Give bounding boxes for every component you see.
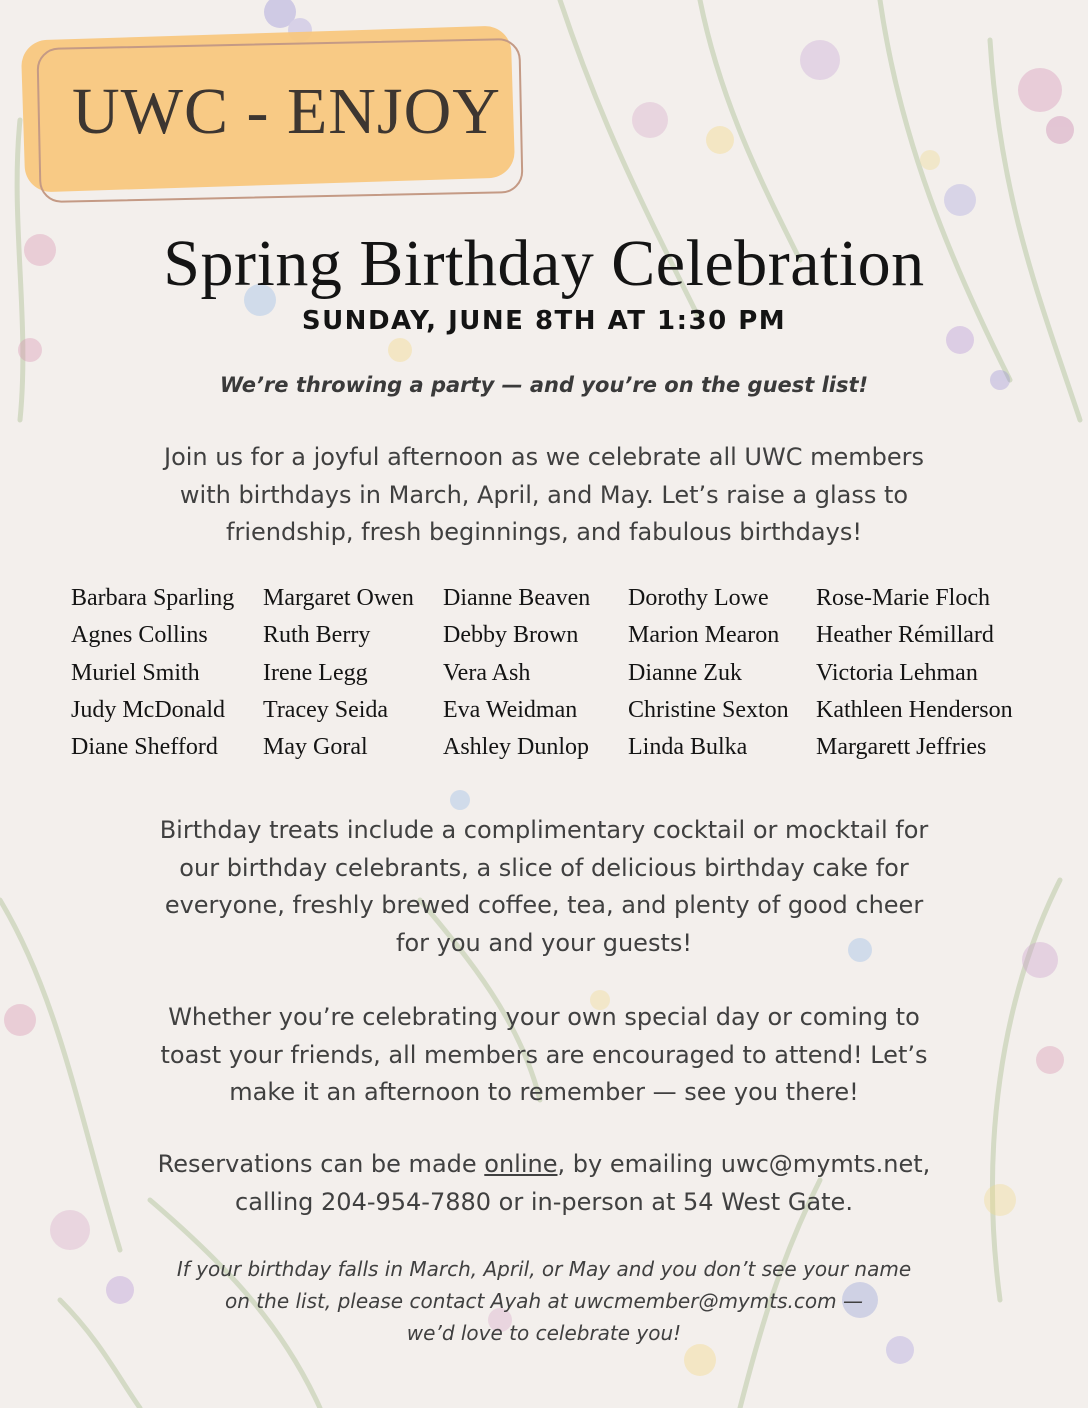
attend-line: make it an afternoon to remember — see you there! — [229, 1078, 859, 1106]
names-column-1 — [71, 580, 234, 766]
note-line: on the list, please contact Ayah at uwcmember@mymts.com — — [225, 1289, 863, 1313]
reservations-paragraph — [94, 1146, 994, 1221]
badge-label: UWC - ENJOY — [72, 75, 501, 148]
page-title: Spring Birthday Celebration — [163, 227, 925, 300]
celebrant-name: Barbara Sparling — [71, 585, 235, 611]
intro-line: Join us for a joyful afternoon as we celebrate all UWC members — [164, 443, 924, 471]
intro-line: friendship, fresh beginnings, and fabulous birthdays! — [226, 518, 862, 546]
celebrant-name: Linda Bulka — [628, 734, 748, 761]
reservations-line: calling 204-954-7880 or in-person at 54 West Gate. — [235, 1187, 853, 1216]
celebrant-name: Judy McDonald — [71, 696, 225, 723]
online-link[interactable]: online — [484, 1150, 558, 1178]
celebrant-name: Heather Rémillard — [816, 622, 994, 649]
celebrant-name: Vera Ash — [443, 659, 531, 686]
celebrant-name: Tracey Seida — [263, 696, 389, 723]
contact-note — [94, 1253, 994, 1349]
reservations-suffix: , by emailing uwc@mymts.net, — [557, 1150, 931, 1178]
celebrant-name: Debby Brown — [443, 622, 579, 649]
note-line: If your birthday falls in March, April, or May and you don’t see your name — [176, 1257, 912, 1281]
intro-line: with birthdays in March, April, and May. Let’s raise a glass to — [179, 480, 909, 509]
tagline: We’re throwing a party — and you’re on the guest list! — [219, 373, 869, 397]
celebrant-name: Eva Weidman — [443, 696, 578, 723]
celebrant-name: Agnes Collins — [71, 622, 208, 649]
celebrant-name: Victoria Lehman — [816, 659, 978, 686]
celebrant-name: Marion Mearon — [628, 622, 780, 649]
celebrant-name: May Goral — [263, 734, 368, 761]
treats-line: everyone, freshly brewed coffee, tea, and plenty of good cheer — [164, 891, 924, 919]
celebrant-name: Margarett Jeffries — [816, 734, 987, 761]
intro-paragraph — [94, 439, 994, 552]
celebrant-name: Diane Shefford — [71, 734, 218, 761]
celebrant-name: Dianne Zuk — [628, 659, 742, 686]
celebrant-name: Irene Legg — [263, 659, 368, 686]
treats-line: Birthday treats include a complimentary cocktail or mocktail for — [159, 816, 929, 844]
celebrant-name: Christine Sexton — [628, 696, 789, 723]
treats-paragraph — [94, 812, 994, 962]
celebrant-name: Margaret Owen — [263, 585, 414, 611]
reservations-line — [94, 1146, 994, 1184]
celebrant-name: Dorothy Lowe — [628, 585, 769, 611]
treats-line: our birthday celebrants, a slice of delicious birthday cake for — [179, 853, 909, 882]
note-line: we’d love to celebrate you! — [406, 1321, 682, 1345]
treats-line: for you and your guests! — [396, 928, 692, 957]
celebrant-name: Dianne Beaven — [443, 585, 591, 611]
celebrants-list — [0, 580, 1088, 770]
names-column-4 — [628, 580, 789, 766]
event-date: SUNDAY, JUNE 8TH AT 1:30 PM — [301, 306, 787, 336]
celebrant-name: Ashley Dunlop — [443, 734, 589, 761]
celebrant-name: Rose-Marie Floch — [816, 585, 990, 611]
celebrant-name: Muriel Smith — [71, 659, 200, 686]
celebrant-name: Ruth Berry — [263, 622, 371, 649]
attend-line: toast your friends, all members are encouraged to attend! Let’s — [160, 1040, 928, 1069]
names-column-2 — [263, 580, 414, 766]
names-column-5 — [816, 580, 1013, 766]
reservations-prefix: Reservations can be made — [157, 1150, 485, 1178]
names-column-3 — [443, 580, 590, 766]
celebrant-name: Kathleen Henderson — [816, 696, 1013, 723]
attend-paragraph — [94, 999, 994, 1112]
attend-line: Whether you’re celebrating your own special day or coming to — [168, 1003, 920, 1031]
